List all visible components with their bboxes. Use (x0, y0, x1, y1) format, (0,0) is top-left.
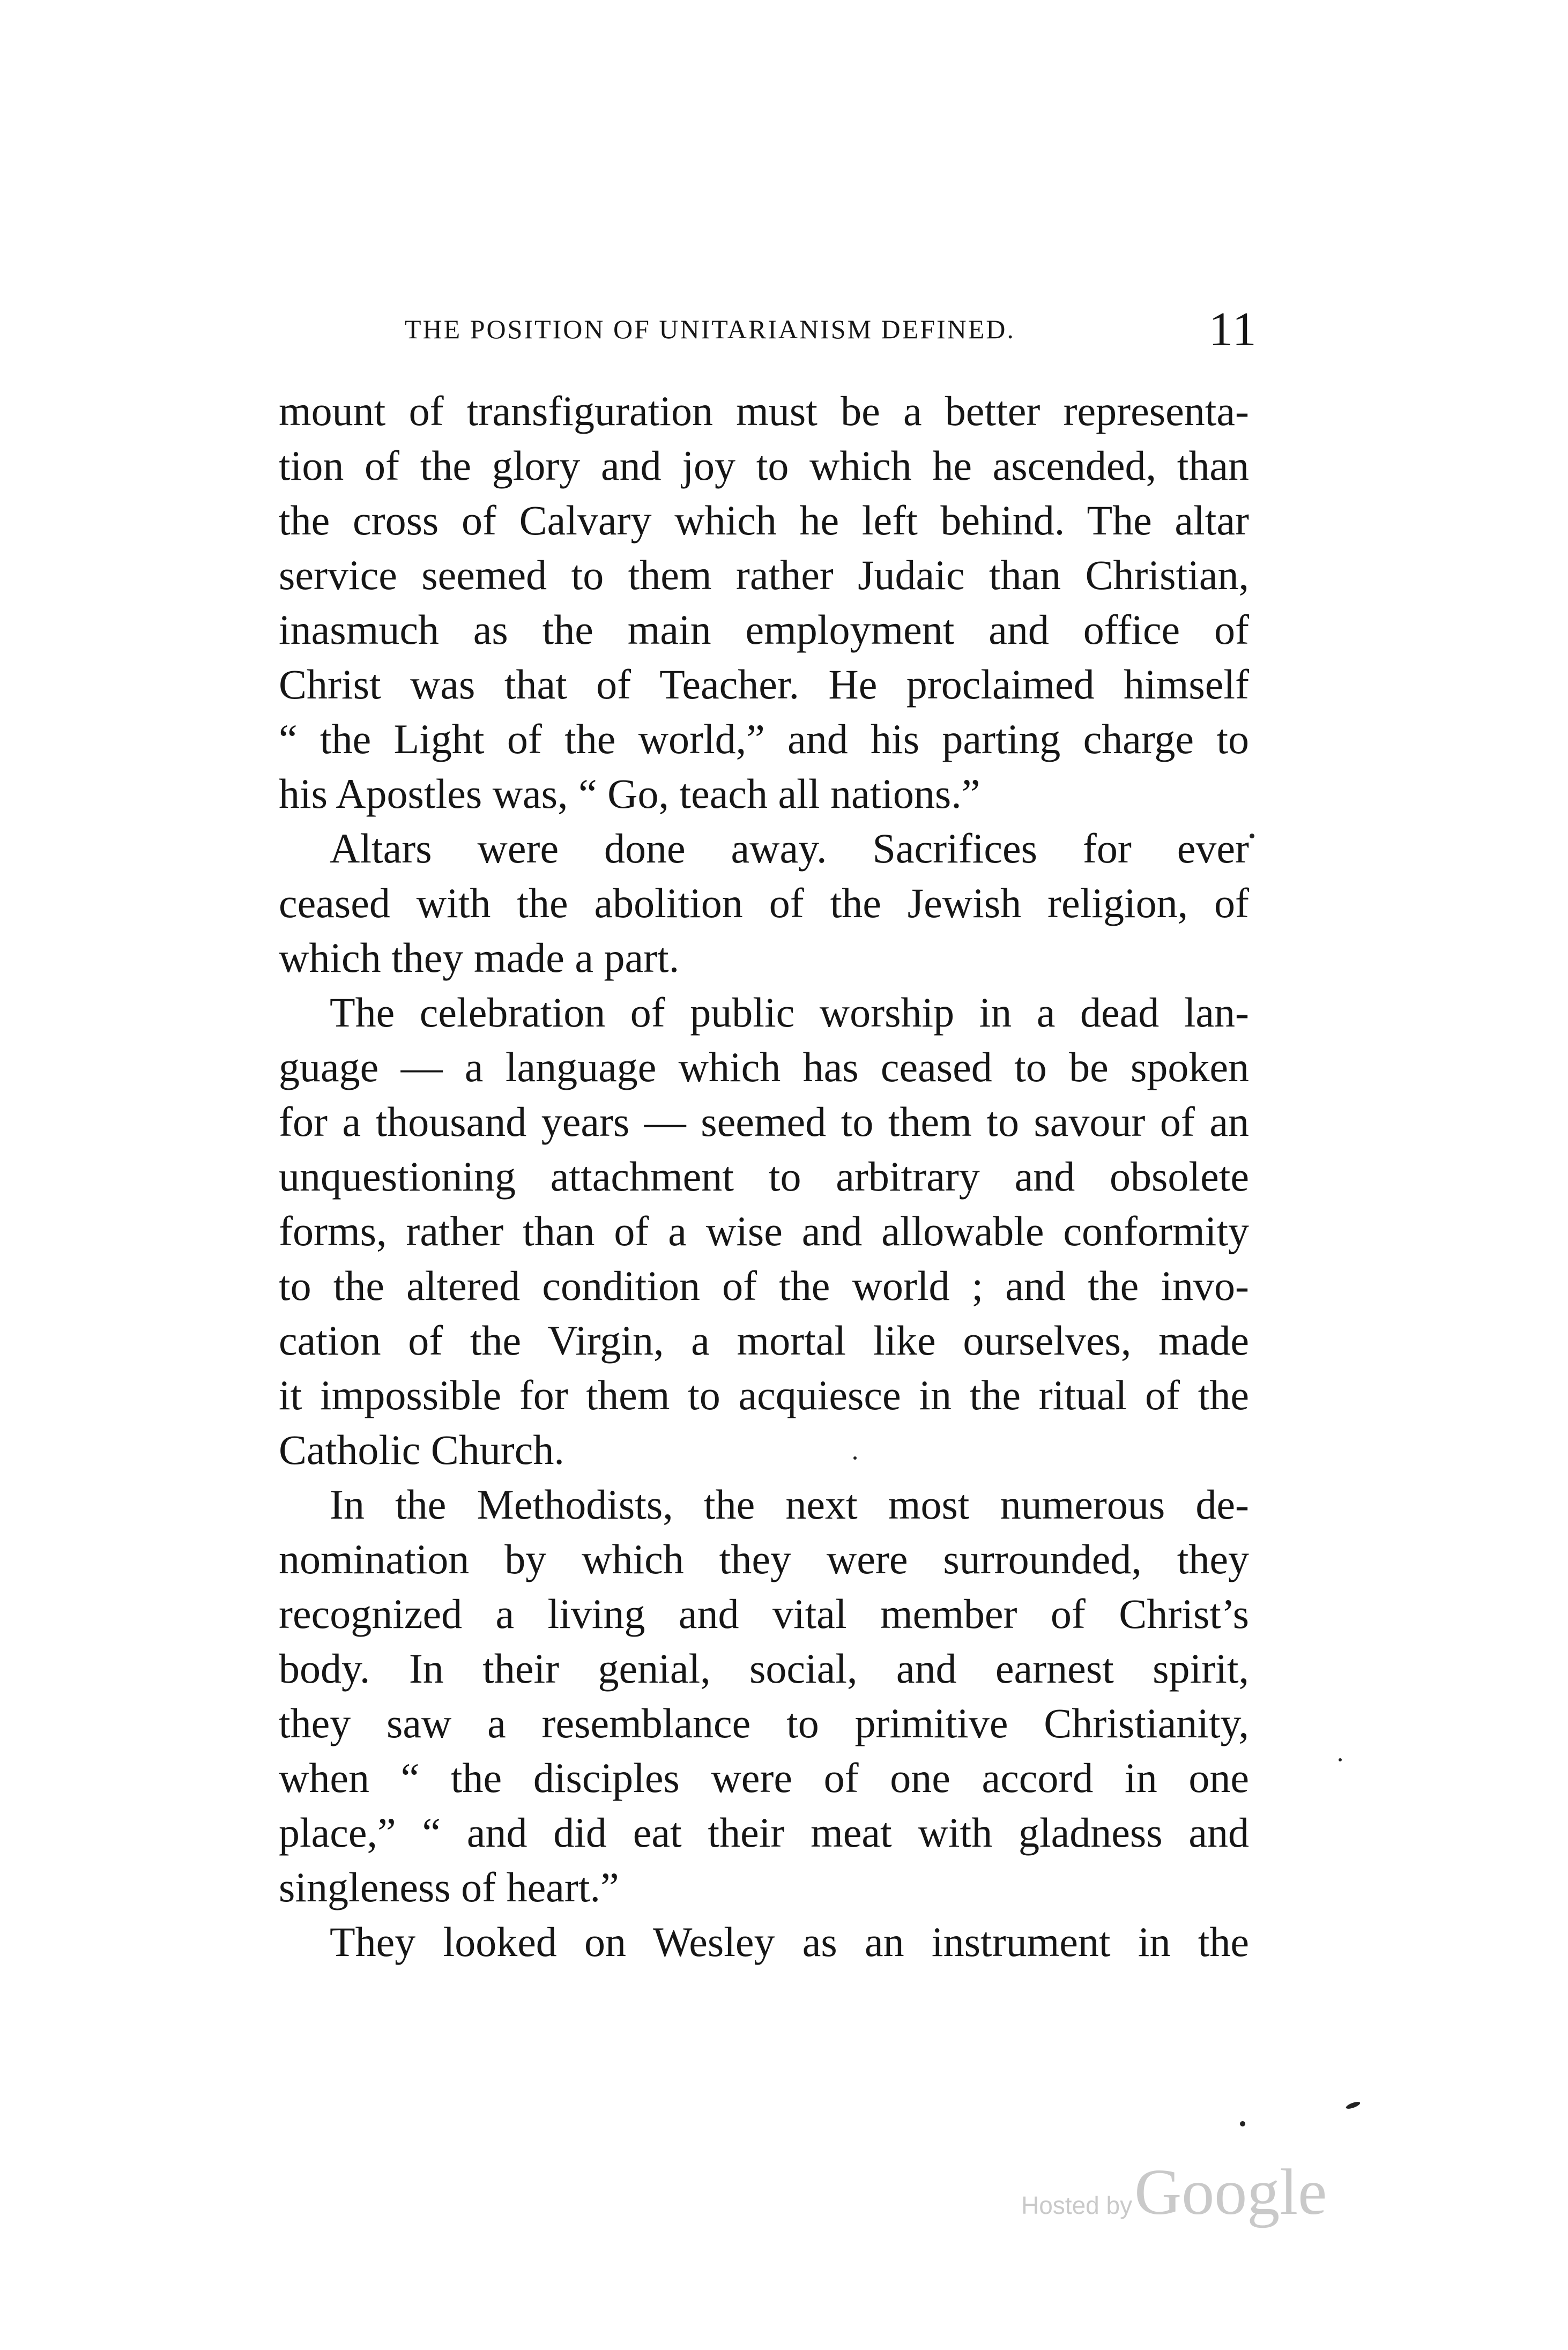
text-line: The celebration of public worship in a dead lan- (330, 989, 1249, 1036)
text-line: Altars were done away. Sacrifices for ever (330, 825, 1249, 872)
text-line: the cross of Calvary which he left behind. The altar (279, 497, 1249, 544)
text-line: inasmuch as the main employment and office of (279, 606, 1249, 653)
running-title: THE POSITION OF UNITARIANISM DEFINED. (405, 314, 1015, 344)
text-line: body. In their genial, social, and earnest spirit, (279, 1645, 1249, 1692)
text-line: they saw a resemblance to primitive Christianity, (279, 1700, 1249, 1746)
google-logo: Google (1134, 2156, 1327, 2228)
scan-speck (1339, 1758, 1342, 1761)
text-line: cation of the Virgin, a mortal like ourselves, made (279, 1317, 1249, 1364)
text-line: Catholic Church. (279, 1426, 564, 1473)
text-line: for a thousand years — seemed to them to savour of an (279, 1098, 1249, 1145)
scan-speck (1250, 834, 1254, 838)
text-line: ceased with the abolition of the Jewish religion, of (279, 880, 1249, 926)
text-line: They looked on Wesley as an instrument in the (330, 1918, 1249, 1965)
scan-speck (1240, 2121, 1245, 2126)
scan-speck (1345, 2100, 1361, 2110)
text-line: singleness of heart.” (279, 1864, 619, 1910)
text-line: Christ was that of Teacher. He proclaimed himself (279, 661, 1249, 708)
text-line: his Apostles was, “ Go, teach all nations.” (279, 770, 980, 817)
text-line: place,” “ and did eat their meat with gladness and (279, 1809, 1249, 1856)
text-line: it impossible for them to acquiesce in the ritual of the (279, 1372, 1249, 1418)
page-number: 11 (1209, 303, 1258, 356)
hosted-by-watermark (1021, 2155, 1327, 2228)
text-line: unquestioning attachment to arbitrary and obsolete (279, 1153, 1249, 1200)
text-line: In the Methodists, the next most numerous de- (330, 1481, 1249, 1528)
text-line: guage — a language which has ceased to be spoken (279, 1044, 1249, 1090)
body-text (279, 384, 1249, 1969)
text-line: nomination by which they were surrounded, they (279, 1536, 1249, 1582)
text-line: when “ the disciples were of one accord in one (279, 1754, 1249, 1801)
running-head (405, 302, 1262, 355)
text-line: to the altered condition of the world ; and the invo- (279, 1262, 1249, 1309)
text-line: “ the Light of the world,” and his parting charge to (279, 716, 1249, 762)
text-line: recognized a living and vital member of Christ’s (279, 1590, 1249, 1637)
text-line: service seemed to them rather Judaic than Christian, (279, 552, 1249, 598)
text-line: tion of the glory and joy to which he ascended, than (279, 442, 1249, 489)
hosted-by-label: Hosted by (1021, 2191, 1133, 2219)
text-line: forms, rather than of a wise and allowable conformity (279, 1208, 1249, 1254)
text-line: which they made a part. (279, 934, 680, 981)
text-line: mount of transfiguration must be a better representa- (279, 388, 1249, 434)
scan-speck (853, 1456, 857, 1460)
